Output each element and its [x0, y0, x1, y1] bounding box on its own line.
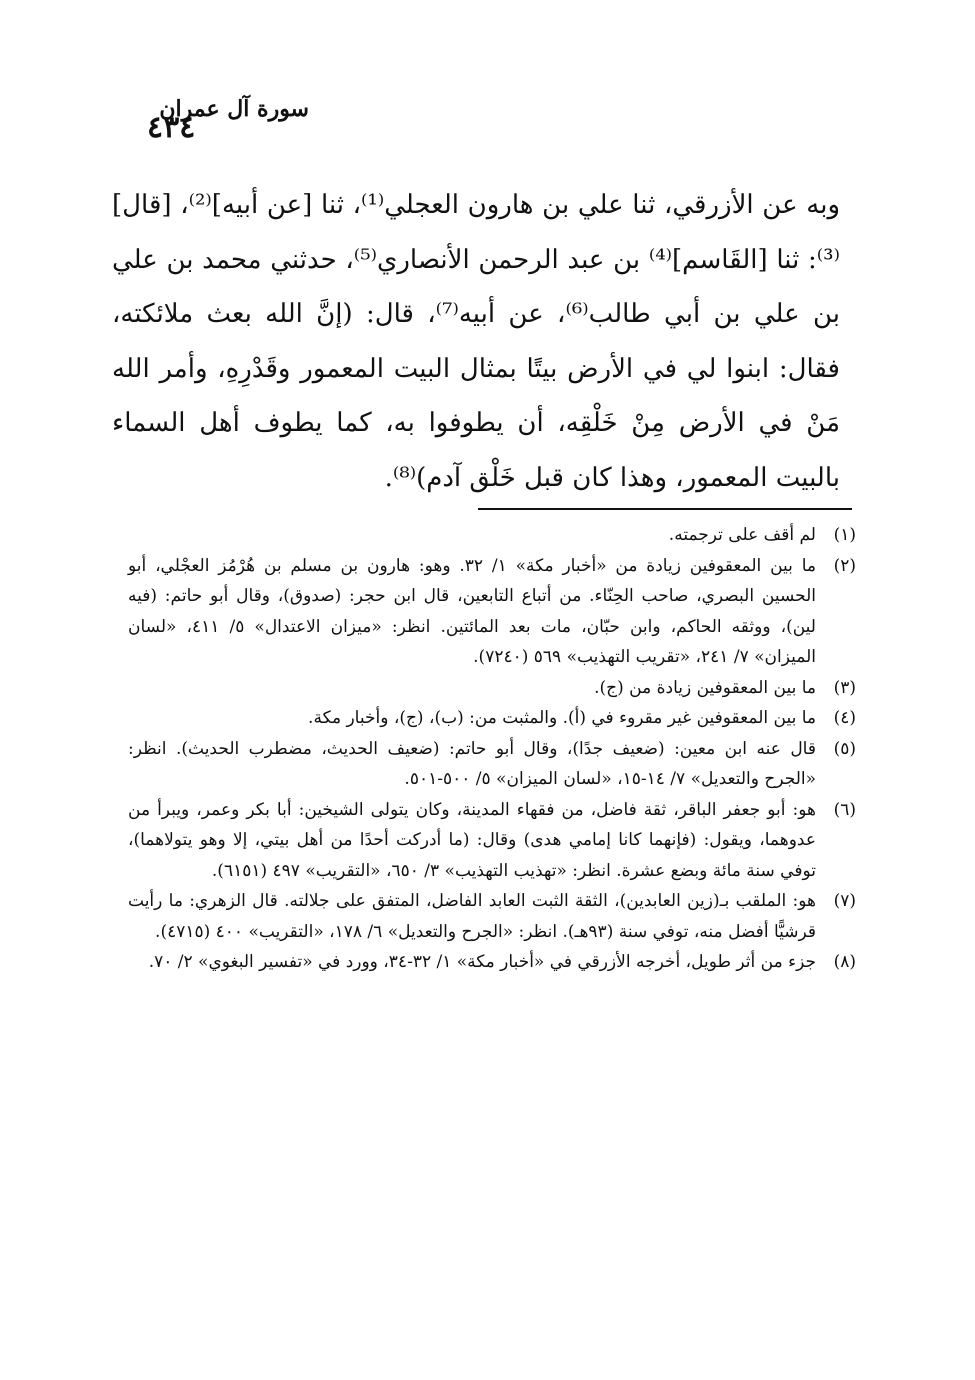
footnote-text: ما بين المعقوفين زيادة من (ج). — [594, 677, 816, 698]
footnote-number: (٥) — [833, 738, 856, 759]
main-paragraph: وبه عن الأزرقي، ثنا علي بن هارون العجلي⁽¹⁾، ثنا [عن أبيه]⁽²⁾، [قال]⁽³⁾: ثنا [القَاسم]⁽⁴⁾ بن عبد الرحمن الأنصاري⁽⁵⁾، حدثني محمد بن علي بن علي بن أبي طالب⁽⁶⁾، عن أبيه⁽⁷⁾، قال: (إنَّ الله بعث ملائكته، فقال: ابنوا لي في الأرض بيتًا بمثال البيت المعمور وقَدْرِهِ، وأمر الله مَنْ في الأرض مِنْ خَلْقِه، أن يطوفوا به، كما يطوف أهل السماء بالبيت المعمور، وهذا كان قبل خَلْق آدم)⁽⁸⁾. — [112, 190, 840, 493]
main-text — [112, 178, 840, 505]
running-header-title: سورة آل عمران — [159, 96, 309, 122]
footnote-7 — [128, 886, 856, 947]
footnotes — [128, 520, 856, 978]
footnote-6 — [128, 795, 856, 887]
footnote-text: لم أقف على ترجمته. — [668, 525, 816, 545]
footnote-number: (٣) — [833, 677, 856, 698]
footnote-text: جزء من أثر طويل، أخرجه الأزرقي في «أخبار مكة» ١/ ٣٢-٣٤، وورد في «تفسير البغوي» ٢/ ٧٠. — [148, 952, 816, 972]
footnote-2 — [128, 551, 856, 673]
footnote-text: قال عنه ابن معين: (ضعيف جدًا)، وقال أبو حاتم: (ضعيف الحديث، مضطرب الحديث). انظر: «الجرح والتعديل» ٧/ ١٤-١٥، «لسان الميزان» ٥/ ٥٠٠-٥٠١. — [128, 738, 816, 789]
footnote-text: ما بين المعقوفين غير مقروء في (أ). والمثبت من: (ب)، (ج)، وأخبار مكة. — [308, 708, 816, 728]
footnote-text: هو: الملقب بـ(زين العابدين)، الثقة الثبت العابد الفاضل، المتفق على جلالته. قال الزهري: ما رأيت قرشيًّا أفضل منه، توفي سنة (٩٣هـ). انظر: «الجرح والتعديل» ٦/ ١٧٨، «التقريب» ٤٠٠ (٤٧١٥). — [128, 891, 816, 942]
footnote-separator — [478, 508, 852, 510]
footnote-number: (٢) — [833, 555, 856, 576]
footnote-text: ما بين المعقوفين زيادة من «أخبار مكة» ١/ ٣٢. وهو: هارون بن مسلم بن هُرْمُز العجْلي، أبو الحسين البصري، صاحب الحِنّاء. من أتباع التابعين، قال ابن حجر: (صدوق)، وقال أبو حاتم: (فيه لين)، ووثقه الحاكم، وابن حبّان، مات بعد المائتين. انظر: «ميزان الاعتدال» ٥/ ٤١١، «لسان الميزان» ٧/ ٢٤١، «تقريب التهذيب» ٥٦٩ (٧٢٤٠). — [128, 555, 816, 667]
footnote-number: (٨) — [833, 952, 856, 972]
footnote-number: (٦) — [833, 799, 856, 820]
footnote-number: (٧) — [833, 891, 856, 911]
footnote-4 — [128, 703, 856, 734]
footnote-text: هو: أبو جعفر الباقر، ثقة فاضل، من فقهاء المدينة، وكان يتولى الشيخين: أبا بكر وعمر، ويبرأ من عدوهما، ويقول: (فإنهما كانا إمامي هدى) وقال: (ما أدركت أحدًا من أهل بيتي، إلا وهو يتولاهما)، توفي سنة مائة وبضع عشرة. انظر: «تهذيب التهذيب» ٣/ ٦٥٠، «التقريب» ٤٩٧ (٦١٥١). — [128, 799, 816, 881]
footnote-number: (١) — [833, 525, 856, 545]
footnote-5 — [128, 734, 856, 795]
footnote-8 — [128, 947, 856, 978]
footnote-3 — [128, 673, 856, 704]
page-number: ٤٣٤ — [147, 110, 196, 145]
footnote-1 — [128, 520, 856, 551]
footnote-number: (٤) — [833, 708, 856, 728]
